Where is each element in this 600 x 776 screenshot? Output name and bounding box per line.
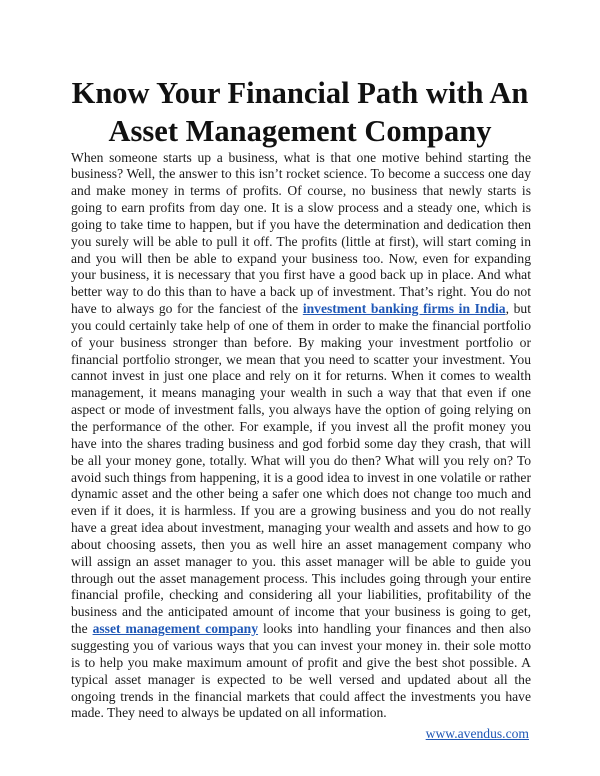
footer-website-link[interactable]: www.avendus.com [425, 726, 529, 741]
page-title: Know Your Financial Path with An Asset Management Company [71, 76, 529, 148]
body-text-part-2: , but you could certainly take help of one of them in order to make the financial portfolio of your business stronger than before. By making your investment portfolio or financial portfolio stronger, we mean that you need to scatter your investment. You cannot invest in just one place and rely on it for returns. When it comes to wealth management, it means managing your wealth in such a way that that even if one aspect or mode of investment falls, you always have the option of going relying on the performance of the other. For example, if you invest all the profit money you have into the shares trading business and god forbid some day they crash, that will be all your money gone, totally. What will you do then? What will you rely on? To avoid such things from happening, it is a good idea to invest in one volatile or rather dynamic asset and the other being a safer one which does not change too much and even if it does, it is harmless. If you are a growing business and you do not really have a great idea about investment, managing your wealth and assets and how to go about choosing assets, then you as well hire an asset management company who will assign an asset manager to you. this asset manager will be able to guide you through out the asset management process. This includes going through your entire financial profile, checking and considering all your liabilities, profitability of the business and the anticipated amount of income that your business is going to get, the [71, 301, 531, 637]
body-text-part-3: looks into handling your finances and then also suggesting you of various ways that you can invest your money in. their sole motto is to help you make maximum amount of profit and give the best shot possible. A typical asset manager is expected to be well versed and updated about all the ongoing trends in the financial markets that could affect the investments you have made. They need to always be updated on all information. [71, 621, 531, 721]
asset-management-link[interactable]: asset management company [92, 621, 259, 637]
article-body [71, 150, 531, 723]
investment-banking-link[interactable]: investment banking firms in India [302, 301, 506, 317]
body-text-part-1: When someone starts up a business, what is that one motive behind starting the business? Well, the answer to this isn’t rocket science. To become a success one day and make money in terms of profits. Of course, no business that newly starts is going to earn profits from day one. It is a slow process and a steady one, which is going to take time to happen, but if you have the determination and dedication then you surely will be able to pull it off. The profits (little at first), will start coming in and you will then be able to expand your business too. Now, even for expanding your business, it is necessary that you first have a good back up in place. And what better way to do this than to have a back up of investment. That’s right. You do not have to always go for the fanciest of the [71, 149, 531, 317]
